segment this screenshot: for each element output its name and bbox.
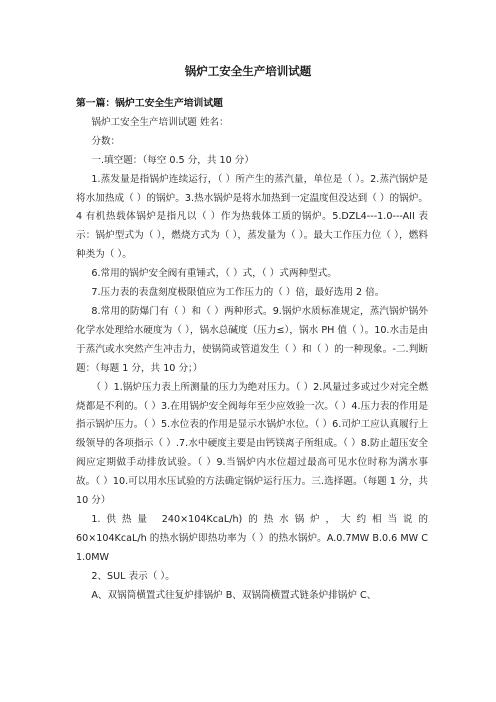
choice-question-1-options: 60×104KcaL/h 的热水锅炉即热功率为（ ）的热水锅炉。A.0.7MW B.0.6 MW C 1.0MW — [76, 532, 428, 563]
fill-blank-item-6: 6.常用的锅炉安全阀有重锤式，（ ）式，（ ）式两种型式。 — [91, 268, 337, 280]
fill-blank-items-8-10: 8.常用的防爆门有（ ）和（ ）两种形式。9.锅炉水质标准规定，蒸汽锅炉锅外化学水处理给水硬度为（ ），锅水总碱度（压力≤），锅水 PH 值（ ）。10.水击是由于蒸汽或水突然产生冲击力，使锅筒或管道发生（ ）和（ ）的一种现象。-二.判断题：（每题 1 分，共 10 分；） — [76, 305, 428, 374]
choice-question-2: 2、SUL 表示（ ）。 — [91, 570, 175, 582]
choice-question-1-line: 1.供热量 240×104KcaL/h)的热水锅炉，大约相当说的 — [91, 513, 428, 525]
fill-blank-paragraph: 1.蒸发量是指锅炉连续运行，（ ）所产生的蒸汽量，单位是（ ）。2.蒸汽锅炉是将水加热成（ ）的锅炉。3.热水锅炉是将水加热到一定温度但没达到（ ）的锅炉。4 有机热载体锅炉是指凡以（ ）作为热载体工质的锅炉。5.DZL4---1.0---AII 表示：锅炉型式为（ ），燃烧方式为（ ），蒸发量为（ ）。最大工作压力位（ ），燃料种类为（ ）。 — [76, 173, 428, 261]
choice-question-2-options: A、双锅筒横置式往复炉排锅炉 B、双锅筒横置式链条炉排锅炉 C、 — [91, 589, 377, 601]
document-title: 锅炉工安全生产培训试题 — [184, 64, 312, 78]
true-false-paragraph: （ ）1.锅炉压力表上所测量的压力为绝对压力。（ ）2.风量过多或过少对完全燃烧都是不利的。（ ）3.在用锅炉安全阀每年至少应效验一次。（ ）4.压力表的作用是指示锅炉压力。（ ）5.水位表的作用是显示水锅炉水位。（ ）6.司炉工应认真履行上级领导的各项指示（ ）.7.水中硬度主要是由钙镁离子所组成。（ ）8.防止超压安全阀应定期做手动排放试验。（ ）9.当锅炉内水位超过最高可见水位时称为满水事故。（ ）10.可以用水压试验的方法确定锅炉运行压力。三.选择题。（每题 1 分，共 10 分） — [76, 381, 428, 507]
exam-header-line: 锅炉工安全生产培训试题 姓名： — [91, 116, 229, 128]
score-line: 分数： — [91, 135, 121, 147]
part-one-heading: 一.填空题：（每空 0.5 分，共 10 分） — [91, 154, 254, 166]
fill-blank-item-7: 7.压力表的表盘刻度极限值应为工作压力的（ ）倍，最好选用 2 倍。 — [91, 287, 385, 299]
section-heading: 第一篇：锅炉工安全生产培训试题 — [76, 98, 223, 109]
document-body — [76, 95, 428, 605]
